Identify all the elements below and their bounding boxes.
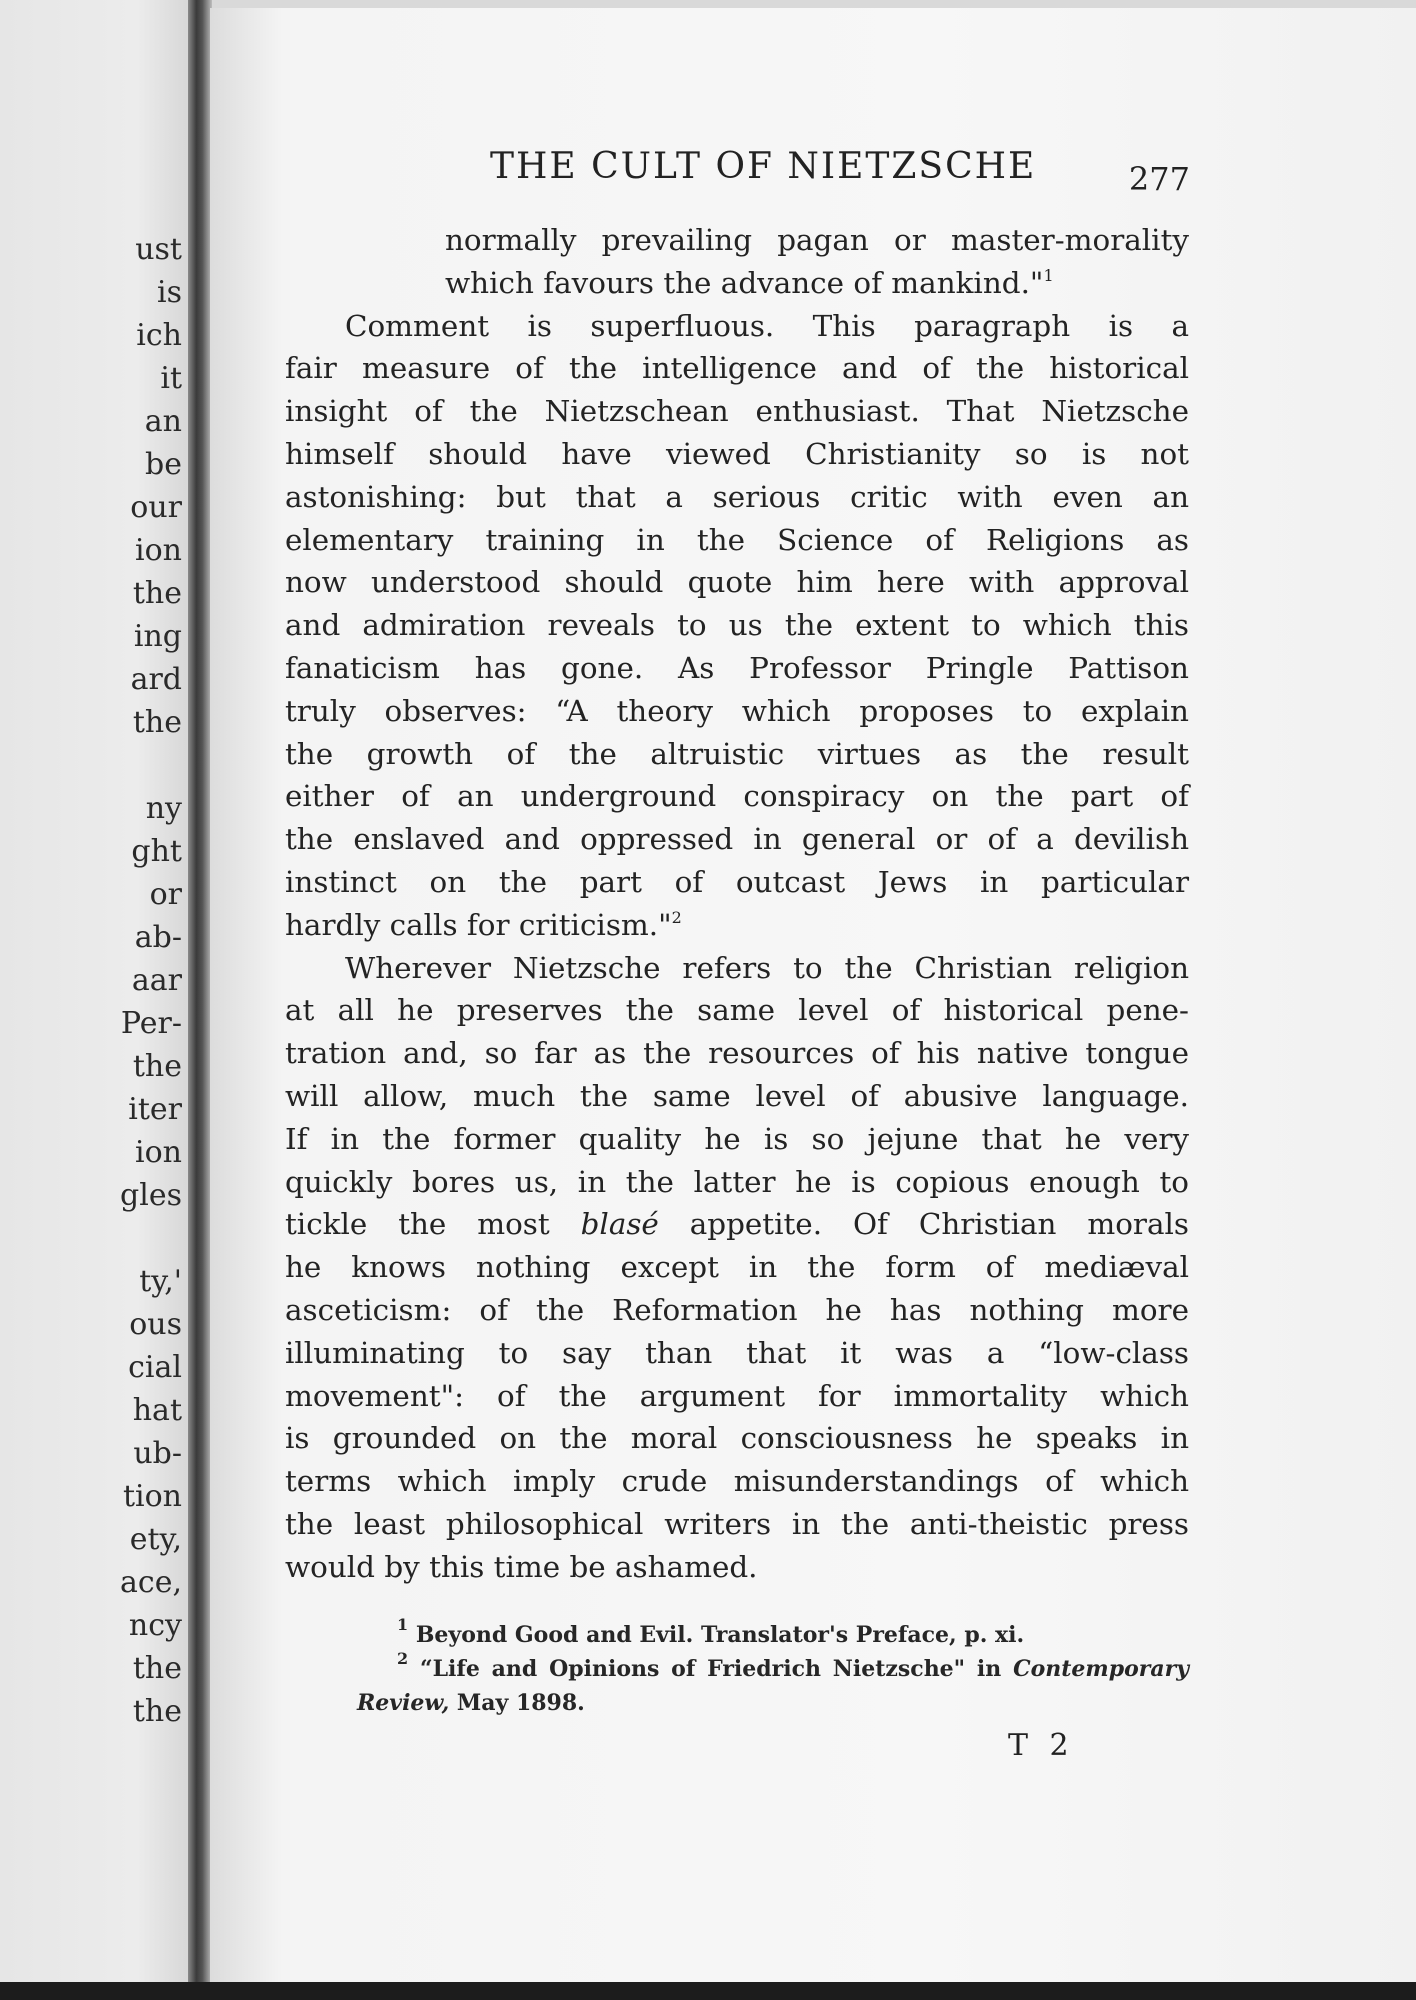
body-line-text: which favours the advance of mankind." [445, 265, 1044, 300]
body-line [285, 1203, 1189, 1246]
body-line [285, 989, 1189, 1032]
footnote-2-line-1 [357, 1649, 1189, 1686]
left-page-fragment: ncy [128, 1608, 182, 1643]
left-page-fragment: cial [128, 1350, 182, 1385]
body-line [285, 604, 1189, 647]
left-page-fragment: ny [145, 791, 182, 826]
body-line [285, 1417, 1189, 1460]
footnote-2-line-2 [357, 1686, 1189, 1720]
left-page-fragment: tion [122, 1479, 182, 1514]
body-line-text: the growth of the altruistic virtues as the result [285, 736, 1189, 771]
body-line-text: Wherever Nietzsche refers to the Christian religion [345, 950, 1189, 985]
left-page-fragment: gles [120, 1178, 182, 1213]
body-line [285, 561, 1189, 604]
body-line-text: either of an underground conspiracy on the part of [285, 779, 1189, 814]
body-line [285, 647, 1189, 690]
footnote-reference: 2 [671, 907, 682, 927]
body-line [285, 775, 1189, 818]
page-number: 277 [1128, 160, 1190, 198]
left-page-fragment: the [132, 1694, 182, 1729]
body-line [285, 947, 1189, 990]
facing-page-left [0, 0, 196, 1990]
body-line [285, 1332, 1189, 1375]
body-line-text: normally prevailing pagan or master-morality [445, 223, 1189, 257]
body-line-text: tration and, so far as the resources of his native tongue [285, 1036, 1189, 1071]
footnote-reference: 1 [1043, 265, 1054, 285]
body-line [285, 433, 1189, 476]
body-line-text: instinct on the part of outcast Jews in particular [285, 864, 1189, 899]
left-page-fragment: ace, [120, 1565, 182, 1600]
scan-bottom-edge [0, 1982, 1416, 2000]
footnote-2-text: “Life and Opinions of Friedrich Nietzsche" in [419, 1656, 1002, 1682]
body-line-text: the least philosophical writers in the anti-theistic press [285, 1506, 1189, 1541]
body-line [285, 1289, 1189, 1332]
left-page-fragment: the [132, 576, 182, 611]
left-page-fragment: an [144, 404, 182, 439]
body-line-text: elementary training in the Science of Religions as [285, 522, 1189, 557]
body-line-text: astonishing: but that a serious critic with even an [285, 479, 1189, 514]
left-page-fragment: ty,' [139, 1264, 182, 1299]
body-line [285, 476, 1189, 519]
body-line [285, 904, 1189, 947]
body-line-text: If in the former quality he is so jejune that he very [285, 1121, 1189, 1156]
body-line-text: quickly bores us, in the latter he is copious enough to [285, 1164, 1189, 1199]
body-line-text: asceticism: of the Reformation he has nothing more [285, 1292, 1189, 1327]
book-gutter [188, 0, 212, 2000]
left-page-fragment: the [132, 1049, 182, 1084]
body-line-text: appetite. Of Christian morals [658, 1207, 1189, 1242]
body-line [285, 818, 1189, 861]
body-line [285, 305, 1189, 348]
body-line [285, 690, 1189, 733]
body-line-text: hardly calls for criticism." [285, 907, 672, 942]
body-line [285, 1032, 1189, 1075]
body-line-text: illuminating to say than that it was a “low-class [285, 1335, 1189, 1370]
left-page-fragment: or [149, 877, 182, 912]
body-line-text: fair measure of the intelligence and of the historical [285, 351, 1189, 386]
left-page-fragment: ich [136, 318, 182, 353]
left-page-fragment: ous [129, 1307, 182, 1342]
body-text [285, 219, 1189, 1589]
body-line [285, 1246, 1189, 1289]
body-line-text: is grounded on the moral consciousness he speaks in [285, 1421, 1189, 1456]
body-line [285, 347, 1189, 390]
footnote-2-date: May 1898. [449, 1690, 585, 1716]
left-page-fragment: ust [135, 232, 182, 267]
running-title: THE CULT OF NIETZSCHE [490, 146, 1037, 187]
left-page-fragment: our [130, 490, 182, 525]
left-page-fragment: ion [135, 533, 182, 568]
body-line [285, 1503, 1189, 1546]
body-line-text: movement": of the argument for immortality which [285, 1378, 1189, 1413]
body-line-text: the enslaved and oppressed in general or of a devilish [285, 822, 1189, 857]
left-page-fragment: is [157, 275, 182, 310]
left-page-fragment: the [132, 705, 182, 740]
body-line-text: himself should have viewed Christianity so is not [285, 436, 1189, 471]
body-line-italic: blasé [580, 1207, 659, 1242]
body-line-text: fanaticism has gone. As Professor Pringle Pattison [285, 650, 1189, 685]
left-page-fragment: the [132, 1651, 182, 1686]
body-line-text: insight of the Nietzschean enthusiast. That Nietzsche [285, 394, 1189, 429]
signature-mark: T 2 [1008, 1728, 1075, 1763]
footnote-2-journal-cont: Review, [357, 1690, 450, 1716]
footnotes [357, 1615, 1189, 1720]
body-line [285, 861, 1189, 904]
left-page-fragment: ing [133, 619, 182, 654]
body-line [357, 219, 1189, 262]
body-line [285, 733, 1189, 776]
footnote-2-journal: Contemporary [1013, 1656, 1189, 1682]
body-line [357, 262, 1189, 305]
body-line-text: he knows nothing except in the form of mediæval [285, 1250, 1189, 1285]
body-line [285, 390, 1189, 433]
body-line [285, 1546, 1189, 1589]
body-line-text: now understood should quote him here with approval [285, 565, 1189, 600]
left-page-fragment: ab- [134, 920, 182, 955]
body-line-text: and admiration reveals to us the extent to which this [285, 608, 1189, 643]
left-page-fragment: ion [135, 1135, 182, 1170]
body-line-text: terms which imply crude misunderstandings of which [285, 1464, 1189, 1499]
left-page-fragment: ght [131, 834, 182, 869]
left-page-fragment: ard [130, 662, 182, 697]
left-page-fragment: Per- [120, 1006, 182, 1041]
body-line-text: tickle the most [285, 1207, 581, 1242]
body-line [285, 1375, 1189, 1418]
left-page-fragment: ety, [129, 1522, 182, 1557]
body-line [285, 519, 1189, 562]
body-line-text: would by this time be ashamed. [285, 1549, 758, 1584]
body-line [285, 1161, 1189, 1204]
body-line-text: will allow, much the same level of abusive language. [285, 1078, 1189, 1113]
body-line-text: Comment is superfluous. This paragraph is a [345, 308, 1189, 343]
left-page-fragment: be [145, 447, 182, 482]
footnote-1-marker: 1 [397, 1615, 409, 1634]
footnote-1-text: Beyond Good and Evil. Translator's Preface, p. xi. [415, 1622, 1025, 1648]
left-page-fragment: iter [128, 1092, 182, 1127]
left-page-fragment: aar [131, 963, 182, 998]
left-page-fragment: ub- [133, 1436, 182, 1471]
body-line-text: truly observes: “A theory which proposes to explain [285, 693, 1189, 728]
body-line-text: at all he preserves the same level of historical pene- [285, 993, 1189, 1028]
left-page-fragment: hat [132, 1393, 182, 1428]
body-line [285, 1118, 1189, 1161]
left-page-fragment: it [160, 361, 182, 396]
footnote-1 [357, 1615, 1189, 1652]
body-line [285, 1075, 1189, 1118]
body-line [285, 1460, 1189, 1503]
footnote-2-marker: 2 [397, 1649, 409, 1668]
